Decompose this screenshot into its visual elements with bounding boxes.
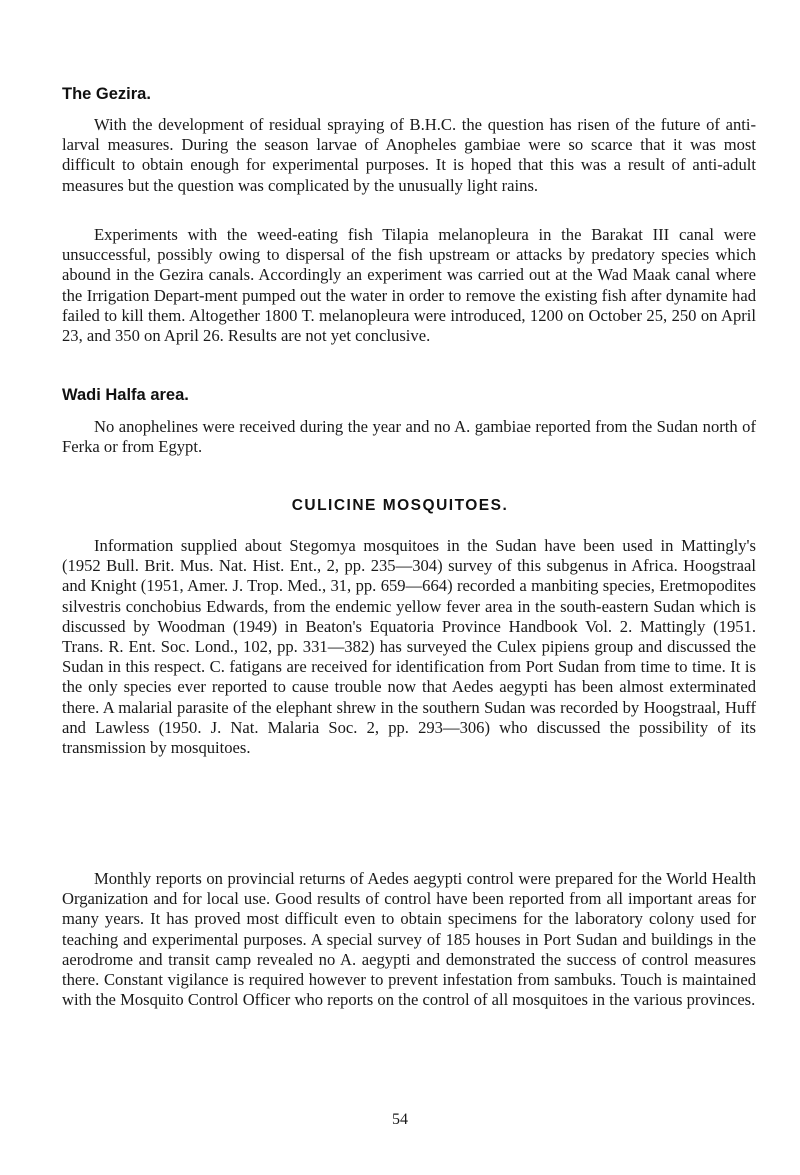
paragraph-culicine-2: Monthly reports on provincial returns of Aedes aegypti control were prepared for the World Health Organization and for local use. Good results of control have been reported from all important areas for many years. It has proved most difficult even to obtain specimens for the laboratory colony used for teaching and experimental purposes. A special survey of 185 houses in Port Sudan and buildings in the aerodrome and transit camp revealed no A. aegypti and demonstrated the success of control measures there. Constant vigilance is required however to prevent infestation from sambuks. Touch is maintained with the Mosquito Control Officer who reports on the control of all mosquitoes in the various provinces.: [62, 869, 756, 1010]
paragraph-gezira-2: Experiments with the weed-eating fish Tilapia melanopleura in the Barakat III canal were unsuccessful, possibly owing to dispersal of the fish upstream or attacks by predatory species which abound in the Gezira canals. Accordingly an experiment was carried out at the Wad Maak canal where the Irrigation Depart-ment pumped out the water in order to remove the existing fish after dynamite had failed to kill them. Altogether 1800 T. melanopleura were introduced, 1200 on October 25, 250 on April 23, and 350 on April 26. Results are not yet conclusive.: [62, 225, 756, 346]
paragraph-wadi-halfa: No anophelines were received during the year and no A. gambiae reported from the Sudan north of Ferka or from Egypt.: [62, 417, 756, 457]
page-number: 54: [392, 1111, 408, 1128]
section-heading-culicine: CULICINE MOSQUITOES.: [291, 497, 509, 514]
section-heading-wadi-halfa: Wadi Halfa area.: [62, 386, 189, 404]
section-heading-gezira: The Gezira.: [62, 85, 151, 103]
paragraph-culicine-1: Information supplied about Stegomya mosquitoes in the Sudan have been used in Mattingly's (1952 Bull. Brit. Mus. Nat. Hist. Ent., 2, pp. 235—304) survey of this subgenus in Africa. Hoogstraal and Knight (1951, Amer. J. Trop. Med., 31, pp. 659—664) recorded a manbiting species, Eretmopodites silvestris conchobius Edwards, from the endemic yellow fever area in the south-eastern Sudan which is discussed by Woodman (1949) in Beaton's Equatoria Province Handbook Vol. 2. Mattingly (1951. Trans. R. Ent. Soc. Lond., 102, pp. 331—382) has surveyed the Culex pipiens group and discussed the Sudan in this respect. C. fatigans are received for identification from Port Sudan from time to time. It is the only species ever reported to cause trouble now that Aedes aegypti has been almost exterminated there. A malarial parasite of the elephant shrew in the southern Sudan was recorded by Hoogstraal, Huff and Lawless (1950. J. Nat. Malaria Soc. 2, pp. 293—306) who discussed the possibility of its transmission by mosquitoes.: [62, 536, 756, 758]
paragraph-gezira-1: With the development of residual spraying of B.H.C. the question has risen of the future of anti-larval measures. During the season larvae of Anopheles gambiae were so scarce that it was most difficult to obtain enough for experimental purposes. It is hoped that this was a result of anti-adult measures but the question was complicated by the unusually light rains.: [62, 115, 756, 195]
